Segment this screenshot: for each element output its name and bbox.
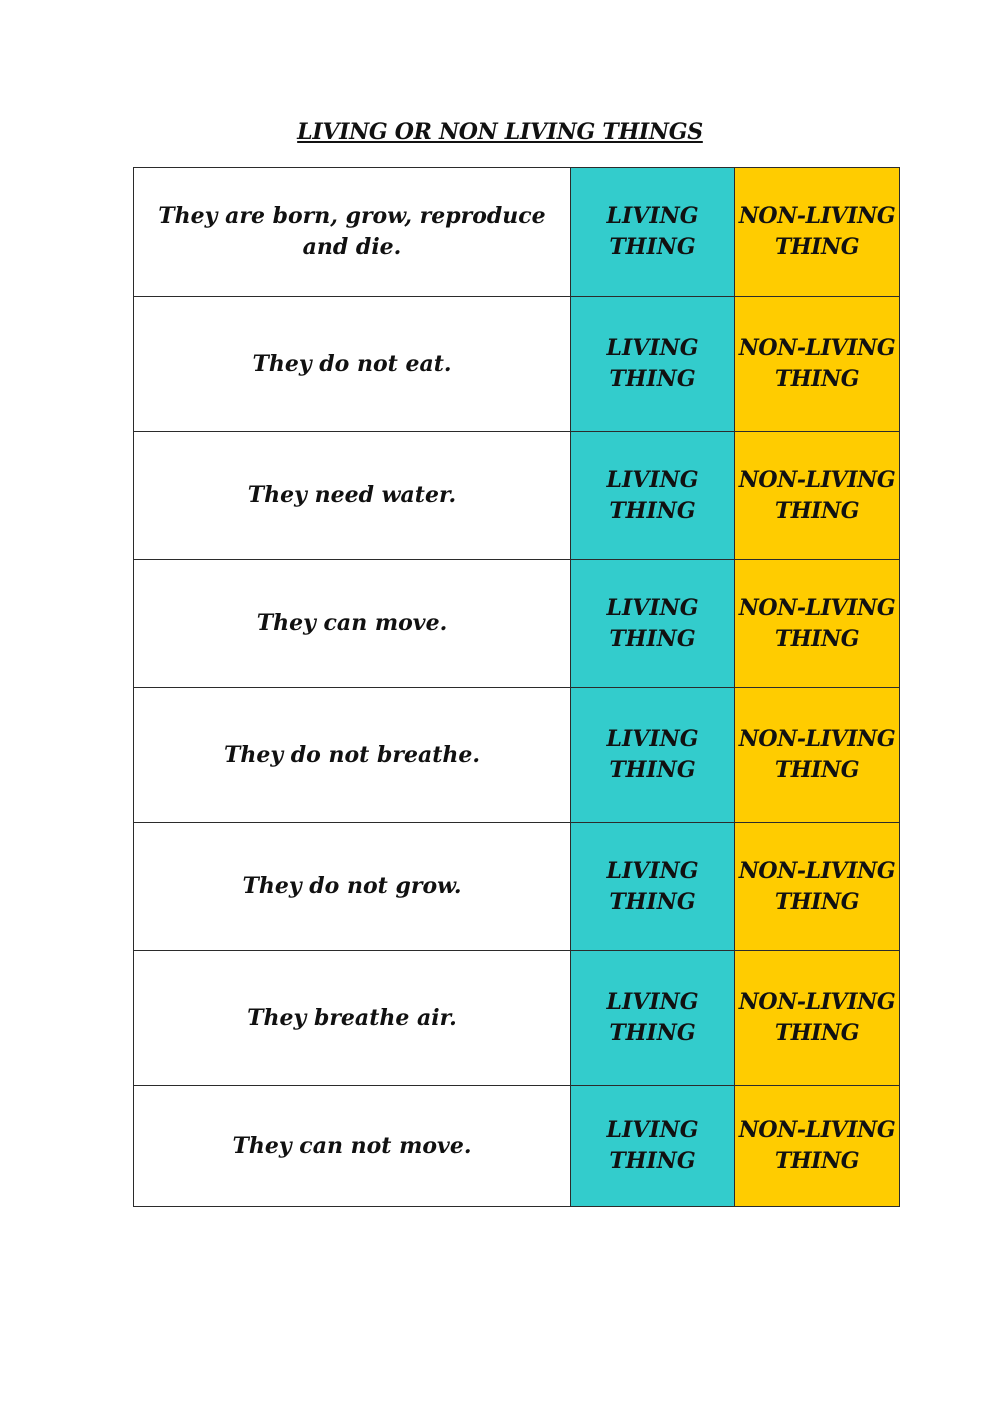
option-label: NON-LIVING bbox=[738, 594, 896, 621]
living-thing-option[interactable] bbox=[571, 297, 735, 432]
option-label: NON-LIVING bbox=[738, 989, 896, 1015]
option-label: THING bbox=[609, 234, 696, 260]
statement-cell: They do not breathe. bbox=[134, 688, 571, 823]
option-label: NON-LIVING bbox=[738, 726, 896, 752]
option-label: THING bbox=[774, 497, 860, 524]
statement-cell: They do not eat. bbox=[134, 297, 571, 432]
table-row bbox=[134, 688, 900, 823]
living-thing-option[interactable] bbox=[571, 560, 735, 688]
option-label: THING bbox=[609, 366, 696, 392]
living-thing-option[interactable] bbox=[571, 823, 735, 951]
table-row bbox=[134, 951, 900, 1086]
option-label: THING bbox=[609, 757, 696, 783]
option-label: LIVING bbox=[606, 726, 699, 752]
table-row bbox=[134, 432, 900, 560]
option-label: THING bbox=[774, 234, 860, 260]
statement-cell: They need water. bbox=[134, 432, 571, 560]
option-label: THING bbox=[774, 1148, 860, 1174]
statement-cell: They can not move. bbox=[134, 1086, 571, 1207]
option-label: LIVING bbox=[606, 466, 699, 493]
option-label: NON-LIVING bbox=[738, 1117, 896, 1143]
non-living-thing-option[interactable] bbox=[735, 560, 900, 688]
option-label: THING bbox=[774, 625, 860, 652]
table-row bbox=[134, 1086, 900, 1207]
option-label: LIVING bbox=[606, 1117, 699, 1143]
living-thing-option[interactable] bbox=[571, 688, 735, 823]
non-living-thing-option[interactable] bbox=[735, 688, 900, 823]
option-label: NON-LIVING bbox=[738, 857, 896, 884]
page-title: LIVING OR NON LIVING THINGS bbox=[297, 119, 703, 145]
non-living-thing-option[interactable] bbox=[735, 823, 900, 951]
option-label: LIVING bbox=[606, 335, 699, 361]
option-label: LIVING bbox=[606, 857, 699, 884]
living-thing-option[interactable] bbox=[571, 1086, 735, 1207]
option-label: LIVING bbox=[606, 594, 699, 621]
option-label: NON-LIVING bbox=[738, 466, 896, 493]
option-label: THING bbox=[774, 888, 860, 915]
option-label: NON-LIVING bbox=[738, 203, 896, 229]
statement-cell: They are born, grow, reproduce and die. bbox=[134, 168, 571, 297]
option-label: THING bbox=[609, 888, 696, 915]
option-label: THING bbox=[609, 1148, 696, 1174]
worksheet-table bbox=[133, 167, 900, 1207]
table-row bbox=[134, 560, 900, 688]
statement-cell: They do not grow. bbox=[134, 823, 571, 951]
statement-cell: They can move. bbox=[134, 560, 571, 688]
living-thing-option[interactable] bbox=[571, 168, 735, 297]
option-label: THING bbox=[774, 757, 860, 783]
statement-cell: They breathe air. bbox=[134, 951, 571, 1086]
option-label: LIVING bbox=[606, 989, 699, 1015]
non-living-thing-option[interactable] bbox=[735, 432, 900, 560]
option-label: LIVING bbox=[606, 203, 699, 229]
option-label: THING bbox=[774, 1020, 860, 1046]
option-label: THING bbox=[609, 497, 696, 524]
non-living-thing-option[interactable] bbox=[735, 951, 900, 1086]
option-label: THING bbox=[774, 366, 860, 392]
table-row bbox=[134, 823, 900, 951]
option-label: THING bbox=[609, 1020, 696, 1046]
option-label: THING bbox=[609, 625, 696, 652]
living-thing-option[interactable] bbox=[571, 951, 735, 1086]
table-row bbox=[134, 297, 900, 432]
living-thing-option[interactable] bbox=[571, 432, 735, 560]
table-row bbox=[134, 168, 900, 297]
non-living-thing-option[interactable] bbox=[735, 168, 900, 297]
option-label: NON-LIVING bbox=[738, 335, 896, 361]
non-living-thing-option[interactable] bbox=[735, 1086, 900, 1207]
non-living-thing-option[interactable] bbox=[735, 297, 900, 432]
